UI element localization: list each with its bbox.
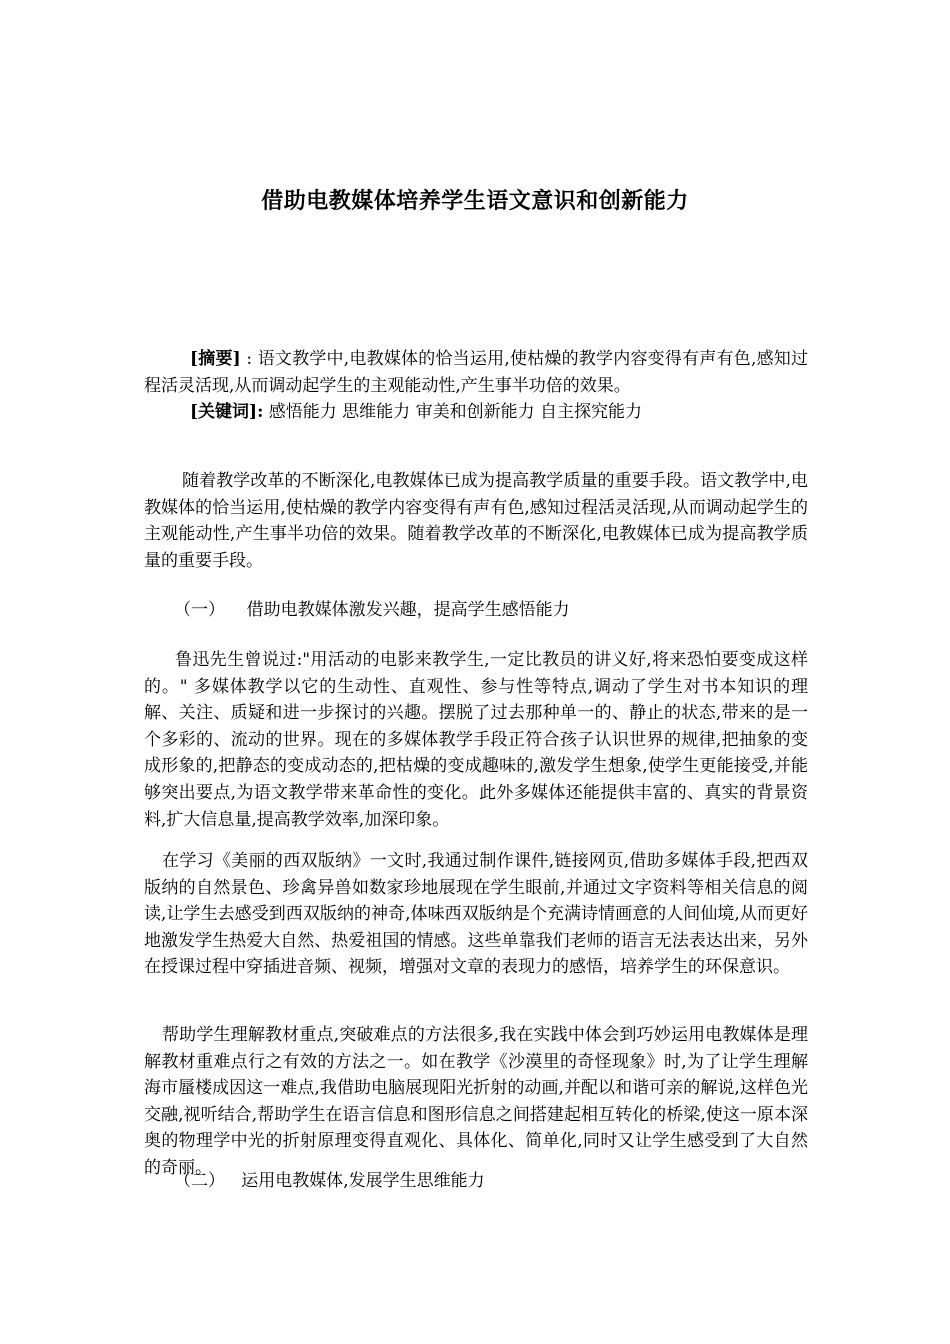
keywords-label: [关键词]: (190, 402, 264, 422)
section1-paragraph-3: 帮助学生理解教材重点,突破难点的方法很多,我在实践中体会到巧妙运用电教媒体是理解教材重难点行之有效的方法之一。如在教学《沙漠里的奇怪现象》时,为了让学生理解海市蜃楼成因这一难点,我借助电脑展现阳光折射的动画,并配以和谐可亲的解说,这样色光交融,视听结合,帮助学生在语言信息和图形信息之间搭建起相互转化的桥梁,使这一原本深奥的物理学中光的折射原理变得直观化、具体化、简单化,同时又让学生感受到了大自然的奇丽。 (144, 1025, 808, 1178)
keywords-text: 感悟能力 思维能力 审美和创新能力 自主探究能力 (263, 402, 642, 422)
section1-paragraph-2: 在学习《美丽的西双版纳》一文时,我通过制作课件,链接网页,借助多媒体手段,把西双版纳的自然景色、珍禽异兽如数家珍地展现在学生眼前,并通过文字资料等相关信息的阅读,让学生去感受到西双版纳的神奇,体味西双版纳是个充满诗情画意的人间仙境,从而更好地激发学生热爱大自然、热爱祖国的情感。这些单靠我们老师的语言无法表达出来，另外在授课过程中穿插进音频、视频，增强对文章的表现力的感悟，培养学生的环保意识。 (144, 851, 808, 978)
keywords-paragraph (144, 399, 808, 426)
section-heading-1: （一） 借助电教媒体激发兴趣，提高学生感悟能力 (174, 600, 570, 620)
abstract-text: : 语文教学中,电教媒体的恰当运用,使枯燥的教学内容变得有声有色,感知过程活灵活现,从而调动起学生的主观能动性,产生事半功倍的效果。 (144, 349, 808, 396)
document-title: 借助电教媒体培养学生语文意识和创新能力 (261, 189, 689, 214)
abstract-label: [摘要] (190, 349, 241, 369)
abstract-paragraph (144, 346, 808, 399)
section-heading-2: （二） 运用电教媒体,发展学生思维能力 (174, 1171, 485, 1191)
intro-paragraph: 随着教学改革的不断深化,电教媒体已成为提高教学质量的重要手段。语文教学中,电教媒体的恰当运用,使枯燥的教学内容变得有声有色,感知过程活灵活现,从而调动起学生的主观能动性,产生事半功倍的效果。随着教学改革的不断深化,电教媒体已成为提高教学质量的重要手段。 (144, 471, 808, 571)
section1-paragraph-1: 鲁迅先生曾说过:"用活动的电影来教学生,一定比教员的讲义好,将来恐怕要变成这样的。" 多媒体教学以它的生动性、直观性、参与性等特点,调动了学生对书本知识的理解、关注、质疑和进一步探讨的兴趣。摆脱了过去那种单一的、静止的状态,带来的是一个多彩的、流动的世界。现在的多媒体教学手段正符合孩子认识世界的规律,把抽象的变成形象的,把静态的变成动态的,把枯燥的变成趣味的,激发学生想象,使学生更能接受,并能够突出要点,为语文教学带来革命性的变化。此外多媒体还能提供丰富的、真实的背景资料,扩大信息量,提高教学效率,加深印象。 (144, 650, 808, 830)
